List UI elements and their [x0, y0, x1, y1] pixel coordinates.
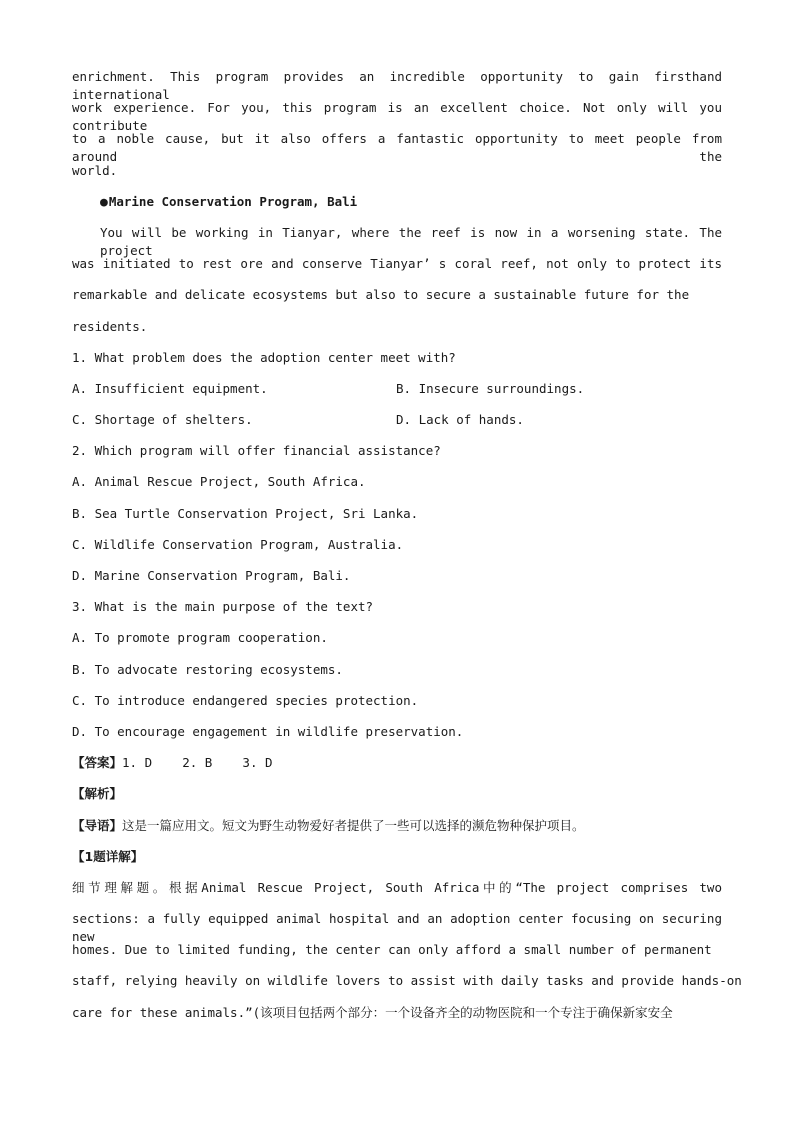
option-row: [72, 380, 722, 411]
option-c: C. Wildlife Conservation Program, Australia.: [72, 536, 404, 552]
passage-line: You will be working in Tianyar, where the reef is now in a worsening state. The project: [100, 224, 722, 258]
option-c: C. Shortage of shelters.: [72, 412, 253, 428]
option-d: D. Marine Conservation Program, Bali.: [72, 568, 351, 583]
option-a: A. Animal Rescue Project, South Africa.: [72, 474, 366, 490]
analysis-line: homes. Due to limited funding, the center can only afford a small number of permanent: [72, 942, 712, 958]
option-a: A. To promote program cooperation.: [72, 630, 328, 646]
q1-detail-label: 【1题详解】: [72, 848, 144, 864]
analysis-line: sections: a fully equipped animal hospital and an adoption center focusing on securing new: [72, 911, 722, 945]
option-d: D. To encourage engagement in wildlife preservation.: [72, 723, 464, 739]
bullet-icon: ●: [100, 194, 108, 210]
intro-text: 这是一篇应用文。短文为野生动物爱好者提供了一些可以选择的濒危物种保护项目。: [122, 817, 585, 833]
passage-line: to a noble cause, but it also offers a fantastic opportunity to meet people from around the: [72, 131, 722, 165]
option-b: B. Sea Turtle Conservation Project, Sri Lanka.: [72, 505, 419, 521]
passage-line: enrichment. This program provides an incredible opportunity to gain firsthand international: [72, 69, 722, 102]
intro-label: 【导语】: [72, 817, 123, 833]
option-d: D. Lack of hands.: [396, 412, 524, 428]
document-page: [72, 68, 742, 1035]
analysis-line: staff, relying heavily on wildlife lovers to assist with daily tasks and provide hands-on: [72, 973, 742, 989]
option-row: [72, 411, 722, 442]
question-stem: 2. Which program will offer financial assistance?: [72, 443, 441, 459]
analysis-label: 【解析】: [72, 786, 123, 802]
option-c: C. To introduce endangered species protection.: [72, 692, 419, 708]
option-b: B. Insecure surroundings.: [396, 380, 585, 396]
intro-line: [72, 817, 722, 848]
analysis-line: care for these animals.”(该项目包括两个部分：一个设备齐全的动物医院和一个专注于确保新家安全: [72, 1004, 673, 1020]
answer-label: 【答案】: [72, 755, 123, 771]
passage-line: work experience. For you, this program is an excellent choice. Not only will you contribute: [72, 100, 722, 134]
passage-line: world.: [72, 162, 118, 178]
question-stem: 1. What problem does the adoption center meet with?: [72, 349, 456, 365]
answer-line: [72, 754, 722, 785]
analysis-line: 细节理解题。根据Animal Rescue Project, South Africa中的“The project comprises two: [72, 879, 722, 895]
question-stem: 3. What is the main purpose of the text?: [72, 599, 374, 615]
section-title: Marine Conservation Program, Bali: [108, 193, 358, 209]
passage-line: remarkable and delicate ecosystems but also to secure a sustainable future for the: [72, 287, 690, 303]
passage-line: was initiated to rest ore and conserve Tianyar’ s coral reef, not only to protect its: [72, 256, 722, 272]
answer-values: 1. D 2. B 3. D: [122, 755, 273, 771]
option-a: A. Insufficient equipment.: [72, 380, 268, 396]
section-heading: [72, 193, 722, 224]
option-b: B. To advocate restoring ecosystems.: [72, 661, 343, 677]
passage-line: residents.: [72, 318, 148, 334]
